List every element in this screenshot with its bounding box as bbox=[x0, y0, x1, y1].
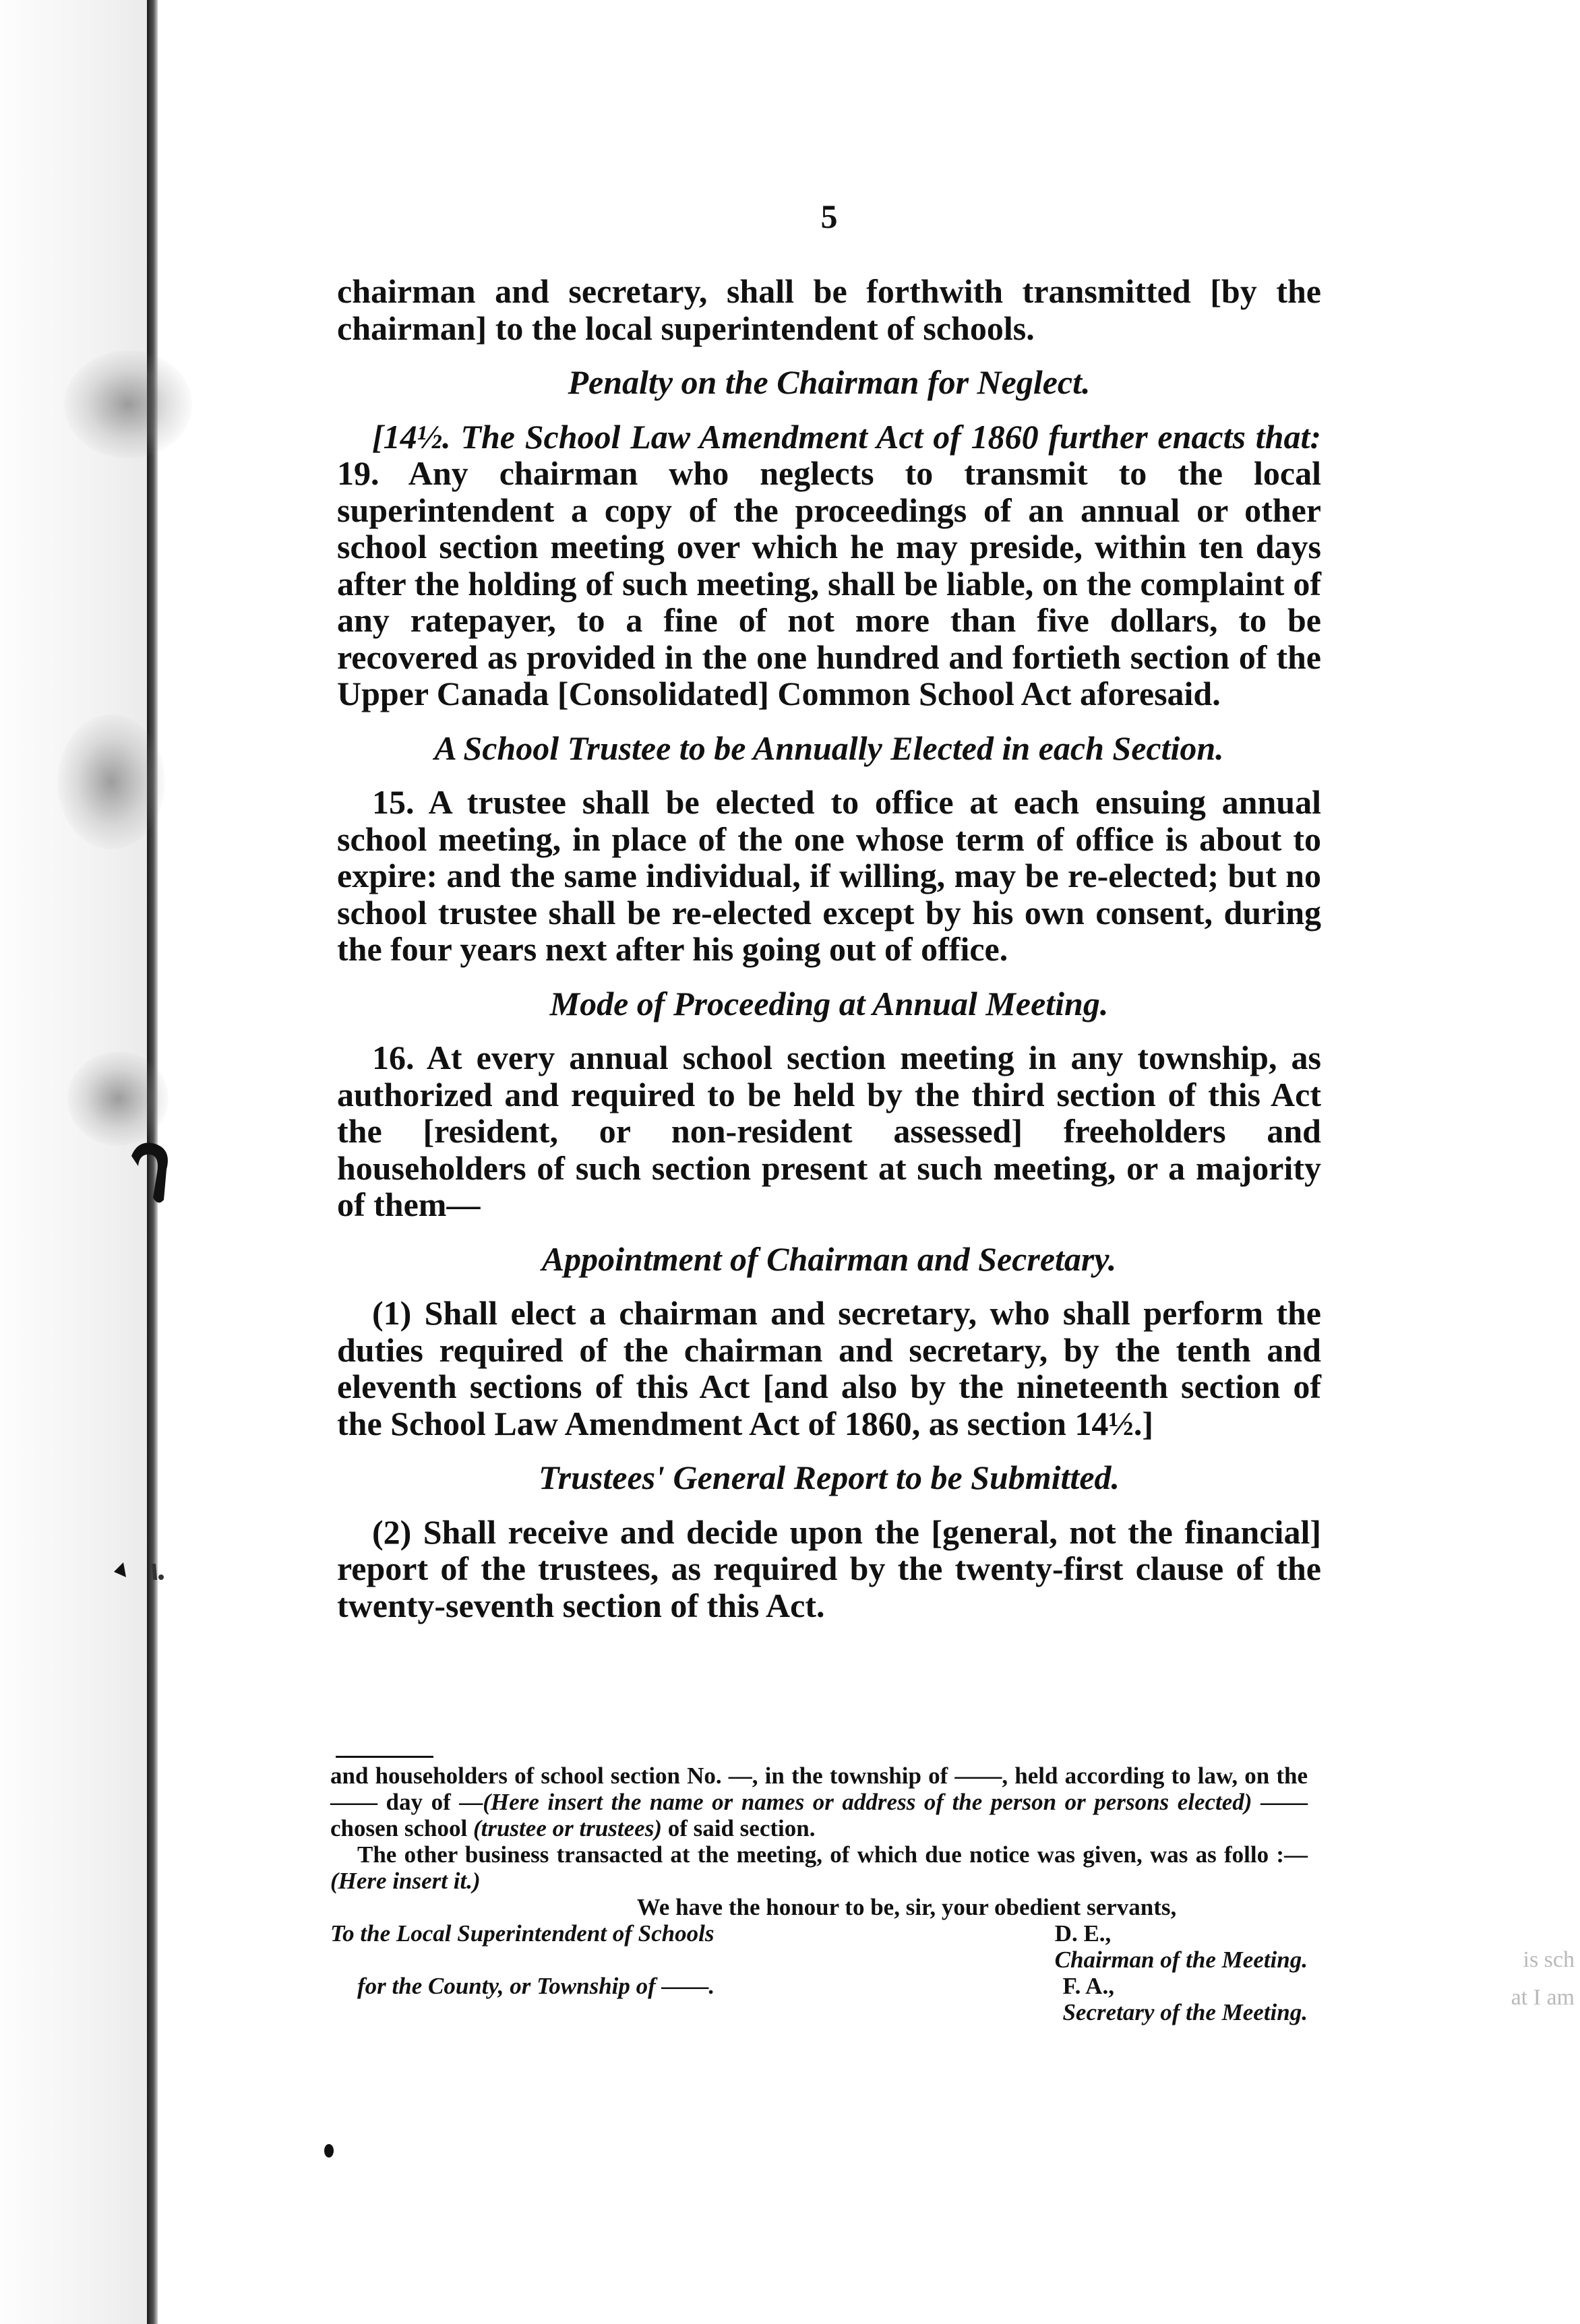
bleed-line: at I am bbox=[1511, 1985, 1575, 2010]
margin-speck bbox=[111, 1557, 172, 1584]
margin-smudge bbox=[57, 714, 165, 849]
signer-initials: D. E., bbox=[1054, 1920, 1112, 1947]
margin-smudge bbox=[64, 350, 192, 458]
footnote-rule bbox=[336, 1756, 433, 1758]
page-speck bbox=[322, 2142, 336, 2160]
footnote-paragraph bbox=[330, 1841, 1308, 1894]
main-text bbox=[337, 273, 1321, 1624]
margin-smudge bbox=[67, 1051, 169, 1146]
signer-title: Secretary of the Meeting. bbox=[1062, 1999, 1308, 2025]
section-paragraph: (1) Shall elect a chairman and secretary, who shall perform the duties required of the chairman and secretary, by the tenth and eleventh sections of this Act [and also by the nineteenth section of the School Law Amendment Act of 1860, as section 14½.] bbox=[337, 1294, 1321, 1442]
signature-row bbox=[330, 1973, 1308, 2025]
section-heading: Mode of Proceeding at Annual Meeting. bbox=[549, 984, 1109, 1022]
section-paragraph: (2) Shall receive and decide upon the [general, not the financial] report of the trustees, as required by the twenty-first clause of the twenty-seventh section of this Act. bbox=[337, 1512, 1321, 1624]
footnote-italic: (Here insert it.) bbox=[330, 1868, 481, 1894]
footnote-text: :— bbox=[1276, 1841, 1308, 1868]
signer-line bbox=[1062, 1973, 1308, 2025]
addressee-line: To the Local Superintendent of Schools bbox=[330, 1920, 715, 1947]
footnote-closing: We have the honour to be, sir, your obedient servants, bbox=[636, 1894, 1177, 1920]
section-heading: Penalty on the Chairman for Neglect. bbox=[568, 363, 1091, 401]
binding-clip-mark bbox=[125, 1136, 185, 1210]
signer-initials: F. A., bbox=[1062, 1973, 1114, 1999]
paragraph-lead: [14½. The School Law Amendment Act of 1860 further enacts that: bbox=[372, 417, 1321, 456]
signer-line bbox=[1055, 1920, 1308, 1973]
footnote bbox=[330, 1763, 1308, 2025]
footnote-text: of said section. bbox=[661, 1815, 816, 1841]
section-heading: A School Trustee to be Annually Elected in each Section. bbox=[434, 729, 1224, 767]
paragraph-text: 19. Any chairman who neglects to transmit to the local superintendent a copy of the proceedings of an annual or other school section meeting over which he may preside, within ten days after the holding of such meeting, shall be liable, on the complaint of any ratepayer, to a fine of not more than five dollars, to be recovered as provided in the one hundred and fortieth section of the Upper Canada [Consolidated] Common School Act aforesaid. bbox=[337, 454, 1321, 712]
footnote-text: —— chosen school bbox=[330, 1789, 1308, 1841]
footnote-paragraph bbox=[330, 1763, 1308, 1841]
page-number: 5 bbox=[820, 197, 838, 235]
footnote-text: and householders of school section No. —, in the township of ——, held according to law, on the —— day of — bbox=[330, 1763, 1308, 1815]
intro-paragraph: chairman and secretary, shall be forthwith transmitted [by the chairman] to the local superintendent of schools. bbox=[337, 272, 1321, 347]
section-heading: Trustees' General Report to be Submitted. bbox=[538, 1459, 1120, 1496]
signer-title: Chairman of the Meeting. bbox=[1054, 1947, 1308, 1973]
section-paragraph: 15. A trustee shall be elected to office at each ensuing annual school meeting, in place of the one whose term of office is about to expire: and the same individual, if willing, may be re-elected; but no school trustee shall be re-elected except by his own consent, during the four years next after his going out of office. bbox=[337, 783, 1321, 968]
signature-row bbox=[330, 1920, 1308, 1973]
bleed-line: is sch bbox=[1523, 1947, 1575, 1972]
section-paragraph: 16. At every annual school section meeting in any township, as authorized and required to be held by the third section of this Act the [resident, or non-resident assessed] freeholders and householders of such section present at such meeting, or a majority of them— bbox=[337, 1039, 1321, 1223]
addressee-line: for the County, or Township of ——. bbox=[357, 1973, 715, 1999]
footnote-italic: (trustee or trustees) bbox=[473, 1815, 662, 1841]
section-heading: Appointment of Chairman and Secretary. bbox=[541, 1240, 1117, 1278]
footnote-italic: (Here insert the name or names or address of the person or persons elected) bbox=[483, 1789, 1252, 1815]
footnote-text: The other business transacted at the meeting, of which due notice was given, was as follo bbox=[357, 1841, 1269, 1868]
bleed-through-text bbox=[1500, 1941, 1580, 2062]
section-paragraph bbox=[337, 419, 1321, 712]
